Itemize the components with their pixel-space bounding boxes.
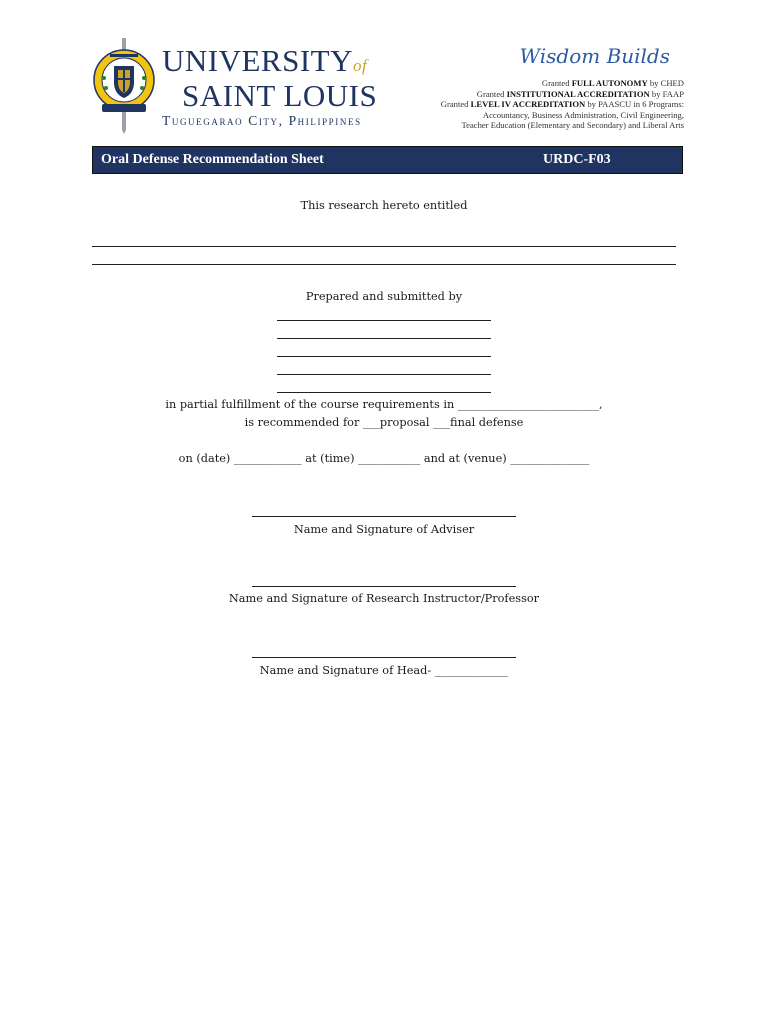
prepared-by-label: Prepared and submitted by [305,290,463,303]
accreditation-block [384,44,684,131]
recommended-for-text: is recommended for ___proposal ___final defense [244,416,524,429]
partial-fulfillment-text: in partial fulfillment of the course requirements in _________________________, [165,398,603,411]
adviser-signature-line[interactable] [252,516,516,517]
accreditation-line-1: Granted FULL AUTONOMY by CHED [541,78,684,88]
form-title: Oral Defense Recommendation Sheet [101,152,324,167]
author-line-3[interactable] [277,356,491,357]
schedule-text: on (date) ____________ at (time) ___________ and at (venue) ______________ [178,452,590,465]
author-line-5[interactable] [277,392,491,393]
author-line-4[interactable] [277,374,491,375]
research-entitled-label: This research hereto entitled [300,199,468,212]
form-code: URDC-F03 [543,152,611,167]
head-signature-line[interactable] [252,657,516,658]
accreditation-line-2: Granted INSTITUTIONAL ACCREDITATION by FAAP [476,88,684,99]
university-name-line1: UNIVERSITY [162,43,353,78]
university-location: Tuguegarao City, Philippines [162,113,362,128]
instructor-signature-label: Name and Signature of Research Instructor/Professor [228,592,540,605]
form-title-bar [92,146,683,174]
head-signature-label: Name and Signature of Head- _____________ [259,664,509,677]
author-line-2[interactable] [277,338,491,339]
instructor-signature-line[interactable] [252,586,516,587]
author-line-1[interactable] [277,320,491,321]
adviser-signature-label: Name and Signature of Adviser [293,523,475,536]
university-name [162,43,378,129]
university-name-line2: SAINT LOUIS [182,78,378,113]
university-name-of: of [353,56,368,75]
research-title-line-2[interactable] [92,264,676,265]
letterhead [92,36,684,136]
university-seal-logo [92,38,156,134]
accreditation-line-5: Teacher Education (Elementary and Secondary) and Liberal Arts [461,120,684,130]
accreditation-line-4: Accountancy, Business Administration, Civil Engineering, [482,109,684,120]
motto: Wisdom Builds [519,44,670,68]
accreditation-line-3: Granted LEVEL IV ACCREDITATION by PAASCU in 6 Programs: [440,99,684,109]
research-title-line-1[interactable] [92,246,676,247]
